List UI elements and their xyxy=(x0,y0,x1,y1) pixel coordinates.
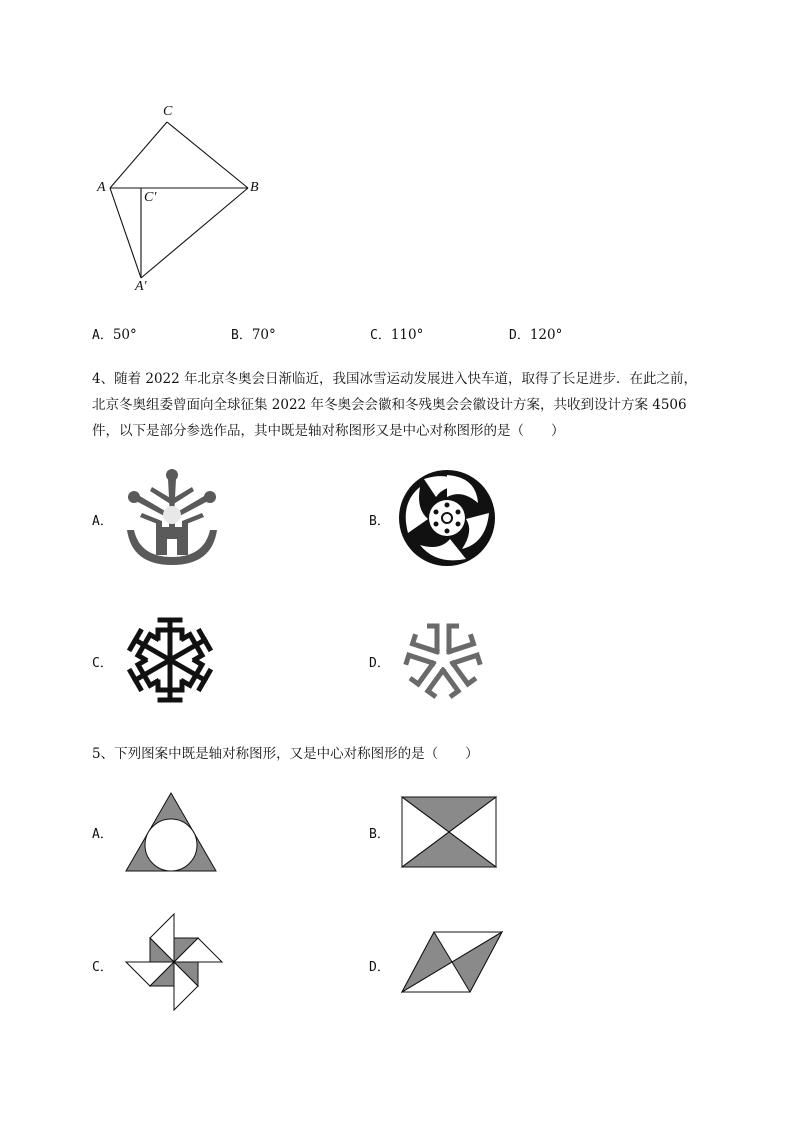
q4-stem-line-2: 北京冬奥组委曾面向全球征集 2022 年冬奥会会徽和冬残奥会会徽设计方案，共收到设计方案 4506 xyxy=(92,397,687,413)
label-C-prime: C′ xyxy=(144,190,157,205)
q4-option-b[interactable] xyxy=(369,465,509,575)
q4-stem-line-1: 4、随着 2022 年北京冬奥会日渐临近，我国冰雪运动发展进入快车道，取得了长足进步．在此之前， xyxy=(92,371,698,387)
q5-option-b[interactable] xyxy=(369,790,509,875)
option-letter: D． xyxy=(509,328,530,343)
option-text: 120° xyxy=(529,327,563,343)
snowflake-greatwall-emblem-icon xyxy=(122,465,222,570)
pinwheel-icon xyxy=(125,913,223,1011)
q5-stem: 5、下列图案中既是轴对称图形，又是中心对称图形的是（ ） xyxy=(92,746,479,762)
q3-option-c[interactable] xyxy=(370,324,423,343)
option-text: 70° xyxy=(251,327,276,343)
label-B: B xyxy=(250,180,259,195)
label-A: A xyxy=(97,180,106,195)
q4-stem-line-3: 件，以下是部分参选作品，其中既是轴对称图形又是中心对称图形的是（ ） xyxy=(92,423,565,439)
option-text: 110° xyxy=(390,327,424,343)
option-letter: A． xyxy=(92,328,113,343)
q3-triangle-figure xyxy=(90,100,280,300)
option-letter: B． xyxy=(231,328,252,343)
option-letter: C． xyxy=(92,960,113,975)
label-C: C xyxy=(163,104,173,119)
triangle-with-circle-icon xyxy=(124,791,218,873)
rectangle-hourglass-icon xyxy=(401,796,497,868)
six-arm-snowflake-icon xyxy=(122,612,218,708)
label-A-prime: A′ xyxy=(135,279,147,294)
parallelogram-triangles-icon xyxy=(401,930,503,994)
option-text: 50° xyxy=(112,327,137,343)
q4-option-a[interactable] xyxy=(92,465,232,575)
option-letter: D． xyxy=(369,960,390,975)
q3-figure-svg xyxy=(90,100,280,300)
q3-option-a[interactable] xyxy=(92,324,137,343)
option-letter: A． xyxy=(92,514,113,529)
option-letter: C． xyxy=(92,656,113,671)
option-letter: A． xyxy=(92,827,113,842)
q5-option-a[interactable] xyxy=(92,790,232,875)
q3-option-d[interactable] xyxy=(509,324,562,343)
flower-swirl-emblem-icon xyxy=(396,467,498,569)
q4-option-c[interactable] xyxy=(92,610,232,710)
q3-option-b[interactable] xyxy=(231,324,276,343)
q4-option-d[interactable] xyxy=(369,610,509,710)
geometric-snowflake-icon xyxy=(395,614,491,706)
option-letter: C． xyxy=(370,328,391,343)
q5-option-c[interactable] xyxy=(92,912,232,1012)
option-letter: B． xyxy=(369,514,390,529)
option-letter: B． xyxy=(369,827,390,842)
option-letter: D． xyxy=(369,656,390,671)
q5-option-d[interactable] xyxy=(369,925,509,1000)
